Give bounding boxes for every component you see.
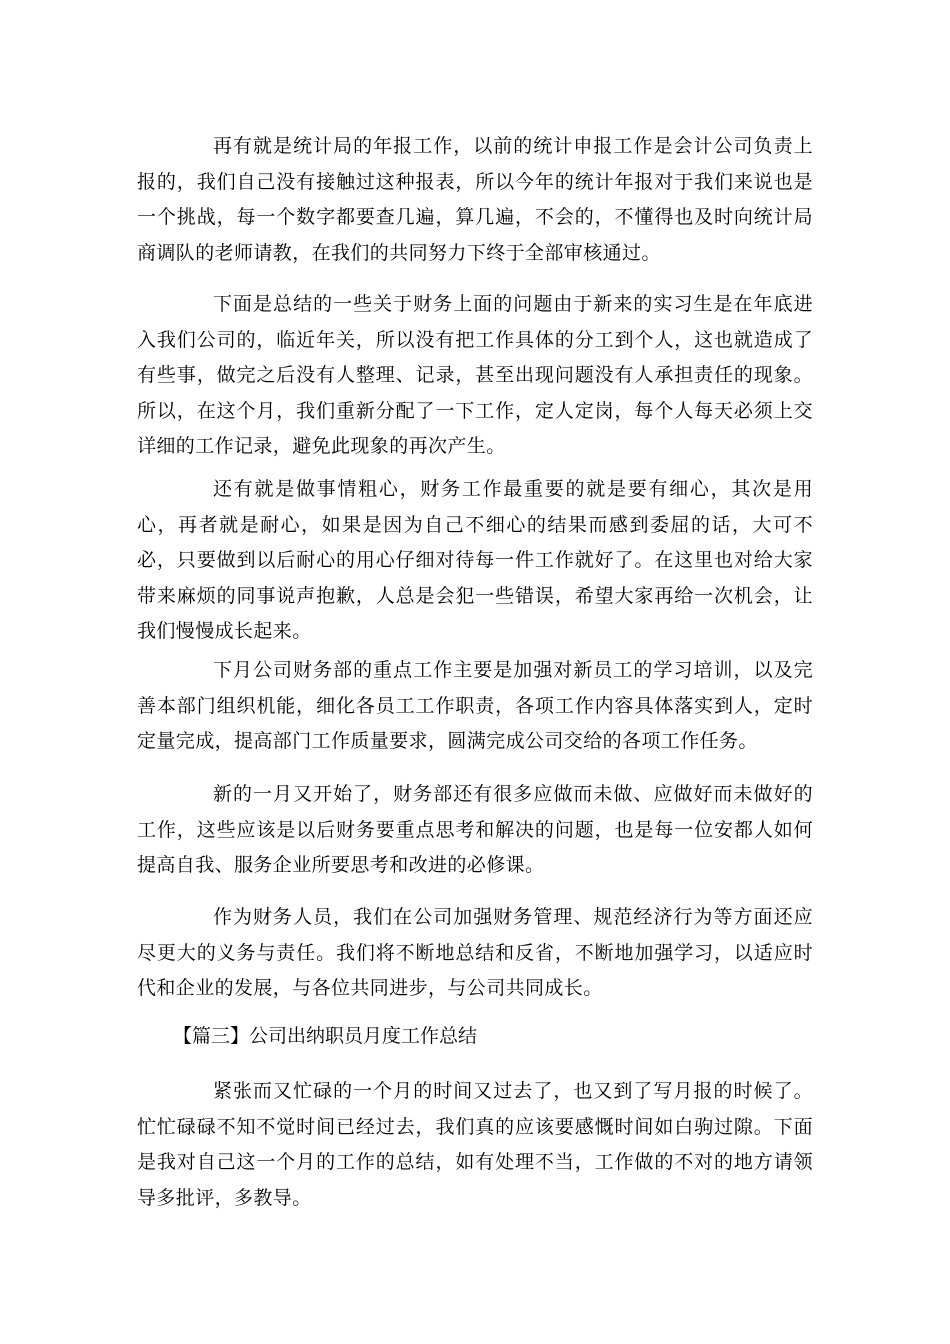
paragraph-statistics-report: 再有就是统计局的年报工作，以前的统计申报工作是会计公司负责上报的，我们自己没有接触过这种报表，所以今年的统计年报对于我们来说也是一个挑战，每一个数字都要查几遍，算几遍，不会的，不懂得也及时向统计局商调队的老师请教，在我们的共同努力下终于全部审核通过。 bbox=[137, 135, 813, 264]
paragraph-responsibility: 作为财务人员，我们在公司加强财务管理、规范经济行为等方面还应尽更大的义务与责任。我们将不断地总结和反省，不断地加强学习，以适应时代和企业的发展，与各位共同进步，与公司共同成长。 bbox=[137, 906, 813, 999]
paragraph-finance-issues: 下面是总结的一些关于财务上面的问题由于新来的实习生是在年底进入我们公司的，临近年关，所以没有把工作具体的分工到个人，这也就造成了有些事，做完之后没有人整理、记录，甚至出现问题没有人承担责任的现象。所以，在这个月，我们重新分配了一下工作，定人定岗，每个人每天必须上交详细的工作记录，避免此现象的再次产生。 bbox=[137, 293, 813, 457]
section-heading: 【篇三】公司出纳职员月度工作总结 bbox=[173, 1025, 478, 1047]
paragraph-new-month: 新的一月又开始了，财务部还有很多应做而未做、应做好而未做好的工作，这些应该是以后财务要重点思考和解决的问题，也是每一位安都人如何提高自我、服务企业所要思考和改进的必修课。 bbox=[137, 783, 813, 876]
paragraph-next-month-plan: 下月公司财务部的重点工作主要是加强对新员工的学习培训，以及完善本部门组织机能，细化各员工工作职责，各项工作内容具体落实到人，定时定量完成，提高部门工作质量要求，圆满完成公司交给的各项工作任务。 bbox=[137, 659, 813, 752]
paragraph-cashier-summary: 紧张而又忙碌的一个月的时间又过去了，也又到了写月报的时候了。忙忙碌碌不知不觉时间已经过去，我们真的应该要感慨时间如白驹过隙。下面是我对自己这一个月的工作的总结，如有处理不当，工作做的不对的地方请领导多批评，多教导。 bbox=[137, 1080, 813, 1209]
paragraph-carelessness: 还有就是做事情粗心，财务工作最重要的就是要有细心，其次是用心，再者就是耐心，如果是因为自己不细心的结果而感到委屈的话，大可不必，只要做到以后耐心的用心仔细对待每一件工作就好了。在这里也对给大家带来麻烦的同事说声抱歉，人总是会犯一些错误，希望大家再给一次机会，让我们慢慢成长起来。 bbox=[137, 478, 813, 642]
